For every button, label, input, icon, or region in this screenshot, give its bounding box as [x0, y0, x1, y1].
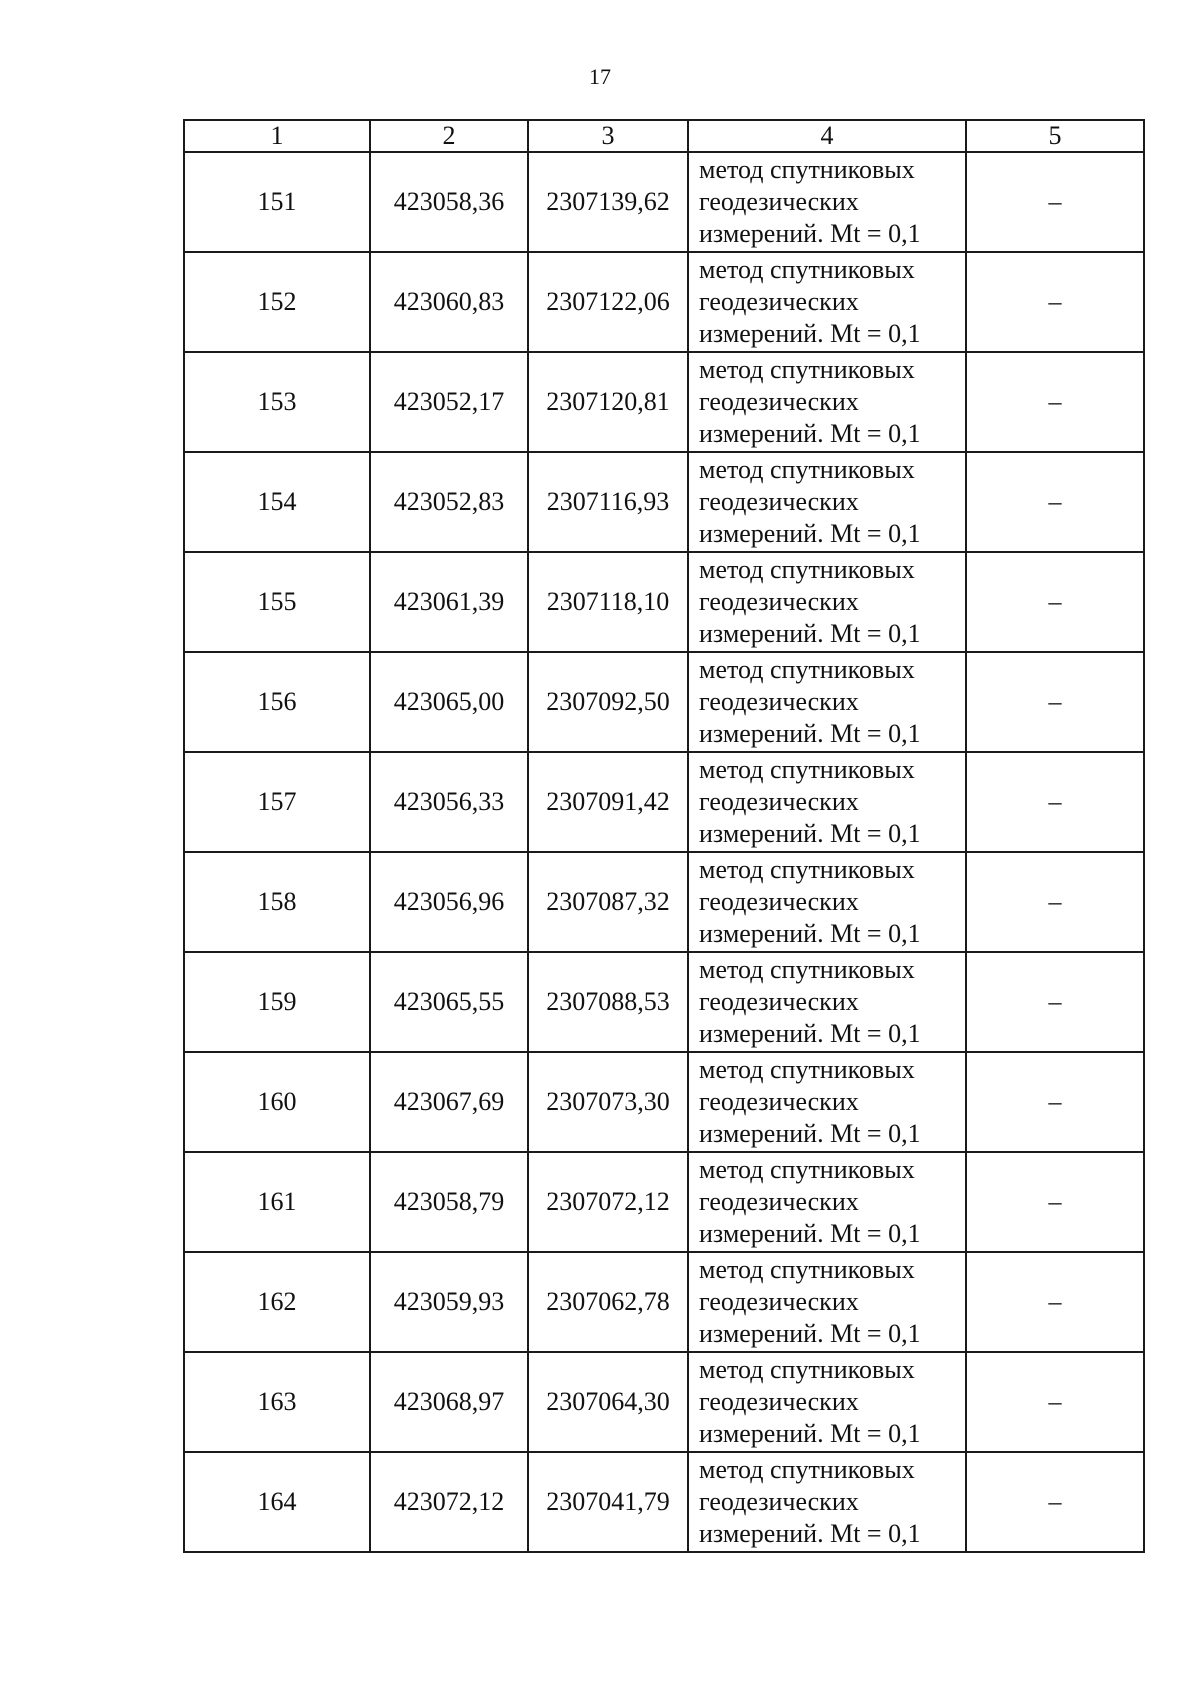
- method-cell: [688, 1352, 966, 1452]
- method-text-line: измерений. Mt = 0,1: [699, 219, 921, 248]
- x-coordinate-cell: 423065,00: [370, 652, 528, 752]
- method-text-line: геодезических: [699, 1187, 859, 1216]
- method-cell: [688, 952, 966, 1052]
- method-cell: [688, 1252, 966, 1352]
- table-row: [184, 152, 1144, 252]
- x-coordinate-cell: 423058,79: [370, 1152, 528, 1252]
- method-text-line: измерений. Mt = 0,1: [699, 919, 921, 948]
- table-row: [184, 952, 1144, 1052]
- method-text-line: геодезических: [699, 1087, 859, 1116]
- method-text-line: геодезических: [699, 787, 859, 816]
- note-cell: –: [966, 152, 1144, 252]
- method-text-line: геодезических: [699, 487, 859, 516]
- point-number-cell: 164: [184, 1452, 370, 1552]
- page-number: 17: [589, 64, 611, 89]
- table-row: [184, 1152, 1144, 1252]
- column-header-5: 5: [966, 120, 1144, 152]
- method-text-line: геодезических: [699, 387, 859, 416]
- method-text-line: метод спутниковых: [699, 1455, 915, 1484]
- note-cell: –: [966, 752, 1144, 852]
- method-text-line: геодезических: [699, 587, 859, 616]
- y-coordinate-cell: 2307118,10: [528, 552, 688, 652]
- y-coordinate-cell: 2307073,30: [528, 1052, 688, 1152]
- x-coordinate-cell: 423056,33: [370, 752, 528, 852]
- y-coordinate-cell: 2307087,32: [528, 852, 688, 952]
- point-number-cell: 163: [184, 1352, 370, 1452]
- y-coordinate-cell: 2307122,06: [528, 252, 688, 352]
- method-cell: [688, 252, 966, 352]
- x-coordinate-cell: 423059,93: [370, 1252, 528, 1352]
- method-text-line: измерений. Mt = 0,1: [699, 1319, 921, 1348]
- note-cell: –: [966, 952, 1144, 1052]
- note-cell: –: [966, 452, 1144, 552]
- method-text-line: метод спутниковых: [699, 1255, 915, 1284]
- point-number-cell: 159: [184, 952, 370, 1052]
- y-coordinate-cell: 2307091,42: [528, 752, 688, 852]
- method-cell: [688, 752, 966, 852]
- method-cell: [688, 352, 966, 452]
- method-text-line: геодезических: [699, 1387, 859, 1416]
- table-row: [184, 652, 1144, 752]
- note-cell: –: [966, 1352, 1144, 1452]
- table-row: [184, 1452, 1144, 1552]
- note-cell: –: [966, 252, 1144, 352]
- method-text-line: геодезических: [699, 1487, 859, 1516]
- table-row: [184, 1052, 1144, 1152]
- x-coordinate-cell: 423072,12: [370, 1452, 528, 1552]
- method-text-line: измерений. Mt = 0,1: [699, 1519, 921, 1548]
- table-row: [184, 452, 1144, 552]
- method-cell: [688, 552, 966, 652]
- x-coordinate-cell: 423058,36: [370, 152, 528, 252]
- method-text-line: геодезических: [699, 987, 859, 1016]
- point-number-cell: 161: [184, 1152, 370, 1252]
- method-text-line: измерений. Mt = 0,1: [699, 419, 921, 448]
- point-number-cell: 162: [184, 1252, 370, 1352]
- note-cell: –: [966, 352, 1144, 452]
- y-coordinate-cell: 2307062,78: [528, 1252, 688, 1352]
- method-text-line: метод спутниковых: [699, 655, 915, 684]
- table-row: [184, 752, 1144, 852]
- method-text-line: измерений. Mt = 0,1: [699, 619, 921, 648]
- x-coordinate-cell: 423061,39: [370, 552, 528, 652]
- y-coordinate-cell: 2307116,93: [528, 452, 688, 552]
- method-text-line: геодезических: [699, 287, 859, 316]
- x-coordinate-cell: 423052,83: [370, 452, 528, 552]
- method-text-line: метод спутниковых: [699, 955, 915, 984]
- note-cell: –: [966, 1452, 1144, 1552]
- y-coordinate-cell: 2307139,62: [528, 152, 688, 252]
- x-coordinate-cell: 423068,97: [370, 1352, 528, 1452]
- method-text-line: измерений. Mt = 0,1: [699, 819, 921, 848]
- x-coordinate-cell: 423052,17: [370, 352, 528, 452]
- x-coordinate-cell: 423065,55: [370, 952, 528, 1052]
- method-text-line: метод спутниковых: [699, 1155, 915, 1184]
- y-coordinate-cell: 2307092,50: [528, 652, 688, 752]
- method-text-line: метод спутниковых: [699, 855, 915, 884]
- note-cell: –: [966, 552, 1144, 652]
- method-cell: [688, 152, 966, 252]
- column-header-4: 4: [688, 120, 966, 152]
- x-coordinate-cell: 423056,96: [370, 852, 528, 952]
- method-cell: [688, 1452, 966, 1552]
- y-coordinate-cell: 2307072,12: [528, 1152, 688, 1252]
- table-row: [184, 1352, 1144, 1452]
- point-number-cell: 154: [184, 452, 370, 552]
- method-text-line: измерений. Mt = 0,1: [699, 719, 921, 748]
- method-text-line: измерений. Mt = 0,1: [699, 519, 921, 548]
- point-number-cell: 152: [184, 252, 370, 352]
- method-cell: [688, 1052, 966, 1152]
- method-text-line: метод спутниковых: [699, 555, 915, 584]
- table-header: [184, 120, 1144, 152]
- table-row: [184, 252, 1144, 352]
- x-coordinate-cell: 423067,69: [370, 1052, 528, 1152]
- point-number-cell: 155: [184, 552, 370, 652]
- table-body: [184, 152, 1144, 1552]
- point-number-cell: 160: [184, 1052, 370, 1152]
- y-coordinate-cell: 2307064,30: [528, 1352, 688, 1452]
- method-text-line: метод спутниковых: [699, 1355, 915, 1384]
- table-row: [184, 1252, 1144, 1352]
- method-text-line: измерений. Mt = 0,1: [699, 1419, 921, 1448]
- point-number-cell: 156: [184, 652, 370, 752]
- y-coordinate-cell: 2307041,79: [528, 1452, 688, 1552]
- method-cell: [688, 852, 966, 952]
- column-header-3: 3: [528, 120, 688, 152]
- y-coordinate-cell: 2307120,81: [528, 352, 688, 452]
- table-row: [184, 852, 1144, 952]
- method-text-line: метод спутниковых: [699, 755, 915, 784]
- y-coordinate-cell: 2307088,53: [528, 952, 688, 1052]
- method-text-line: геодезических: [699, 687, 859, 716]
- point-number-cell: 158: [184, 852, 370, 952]
- note-cell: –: [966, 1052, 1144, 1152]
- method-cell: [688, 652, 966, 752]
- header-row: [184, 120, 1144, 152]
- method-text-line: метод спутниковых: [699, 1055, 915, 1084]
- coordinates-table: [183, 119, 1145, 1553]
- method-text-line: метод спутниковых: [699, 255, 915, 284]
- point-number-cell: 153: [184, 352, 370, 452]
- note-cell: –: [966, 1252, 1144, 1352]
- method-text-line: геодезических: [699, 187, 859, 216]
- table-row: [184, 552, 1144, 652]
- point-number-cell: 157: [184, 752, 370, 852]
- table-row: [184, 352, 1144, 452]
- method-text-line: геодезических: [699, 1287, 859, 1316]
- method-text-line: измерений. Mt = 0,1: [699, 1119, 921, 1148]
- note-cell: –: [966, 852, 1144, 952]
- column-header-1: 1: [184, 120, 370, 152]
- point-number-cell: 151: [184, 152, 370, 252]
- method-cell: [688, 452, 966, 552]
- note-cell: –: [966, 1152, 1144, 1252]
- method-text-line: измерений. Mt = 0,1: [699, 1219, 921, 1248]
- method-text-line: метод спутниковых: [699, 355, 915, 384]
- method-text-line: метод спутниковых: [699, 155, 915, 184]
- method-text-line: метод спутниковых: [699, 455, 915, 484]
- x-coordinate-cell: 423060,83: [370, 252, 528, 352]
- method-cell: [688, 1152, 966, 1252]
- method-text-line: геодезических: [699, 887, 859, 916]
- method-text-line: измерений. Mt = 0,1: [699, 1019, 921, 1048]
- method-text-line: измерений. Mt = 0,1: [699, 319, 921, 348]
- note-cell: –: [966, 652, 1144, 752]
- column-header-2: 2: [370, 120, 528, 152]
